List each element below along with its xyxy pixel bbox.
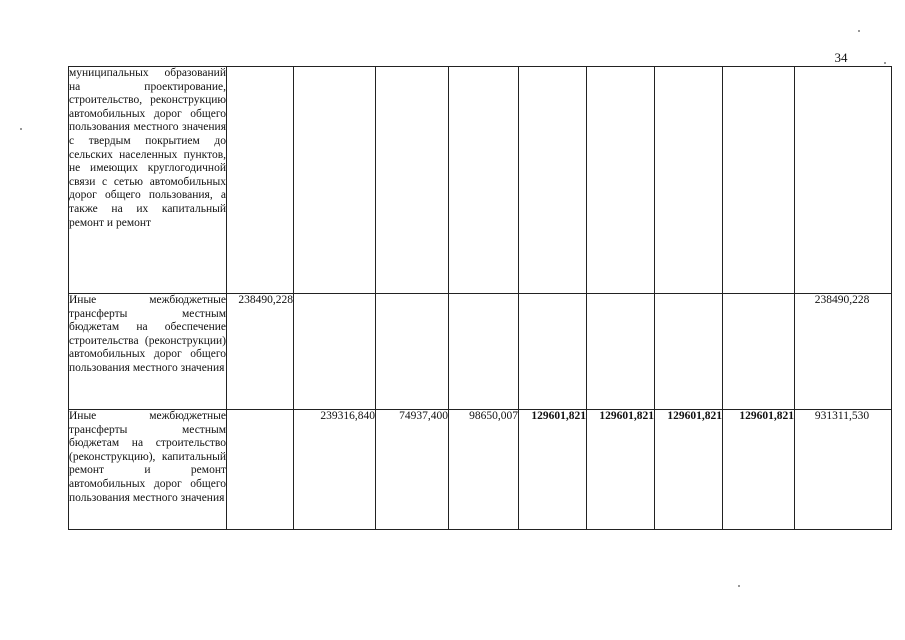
page-number: 34 <box>834 50 848 65</box>
value-cell <box>376 294 449 410</box>
row-description: Иные межбюджетные трансферты местным бюджетам на обеспечение строительства (реконструкции) автомобильных дорог общего пользования местного значения <box>69 294 226 374</box>
value-cell <box>587 294 655 410</box>
budget-table <box>68 66 892 530</box>
value-cell: 129601,821 <box>655 410 723 530</box>
value-cell <box>655 294 723 410</box>
total-value-cell: 238490,228 <box>795 294 892 410</box>
table-row <box>69 67 892 294</box>
value-cell <box>449 67 519 294</box>
value-cell <box>587 67 655 294</box>
value-cell: 129601,821 <box>519 410 587 530</box>
scan-speck <box>858 30 860 32</box>
value-cell <box>519 67 587 294</box>
total-value-cell: 931311,530 <box>795 410 892 530</box>
value-cell <box>723 294 795 410</box>
scan-speck <box>20 128 22 130</box>
value-cell <box>655 67 723 294</box>
row-description-cell <box>69 294 227 410</box>
value-cell: 74937,400 <box>376 410 449 530</box>
scan-speck <box>884 62 886 64</box>
value-cell: 129601,821 <box>723 410 795 530</box>
value-cell <box>519 294 587 410</box>
value-cell: 129601,821 <box>587 410 655 530</box>
value-cell <box>723 67 795 294</box>
table-row <box>69 294 892 410</box>
row-description: муниципальных образований на проектирование, строительство, реконструкцию автомобильных дорог общего пользования местного значения с твердым покрытием до сельских населенных пунктов, не имеющих круглогодичной связи с сетью автомобильных дорог общего пользования, а также на их капитальный ремонт и ремонт <box>69 67 226 229</box>
value-cell <box>376 67 449 294</box>
value-cell: 98650,007 <box>449 410 519 530</box>
value-cell <box>227 410 294 530</box>
value-cell <box>294 294 376 410</box>
value-cell: 239316,840 <box>294 410 376 530</box>
table-row <box>69 410 892 530</box>
table-body <box>69 67 892 530</box>
row-description-cell <box>69 410 227 530</box>
value-cell <box>294 67 376 294</box>
row-description-cell <box>69 67 227 294</box>
scan-speck <box>738 585 740 587</box>
total-value-cell <box>795 67 892 294</box>
value-cell <box>449 294 519 410</box>
value-cell: 238490,228 <box>227 294 294 410</box>
value-cell <box>227 67 294 294</box>
row-description: Иные межбюджетные трансферты местным бюджетам на строительство (реконструкцию), капитальный ремонт и ремонт автомобильных дорог общего пользования местного значения <box>69 410 226 504</box>
